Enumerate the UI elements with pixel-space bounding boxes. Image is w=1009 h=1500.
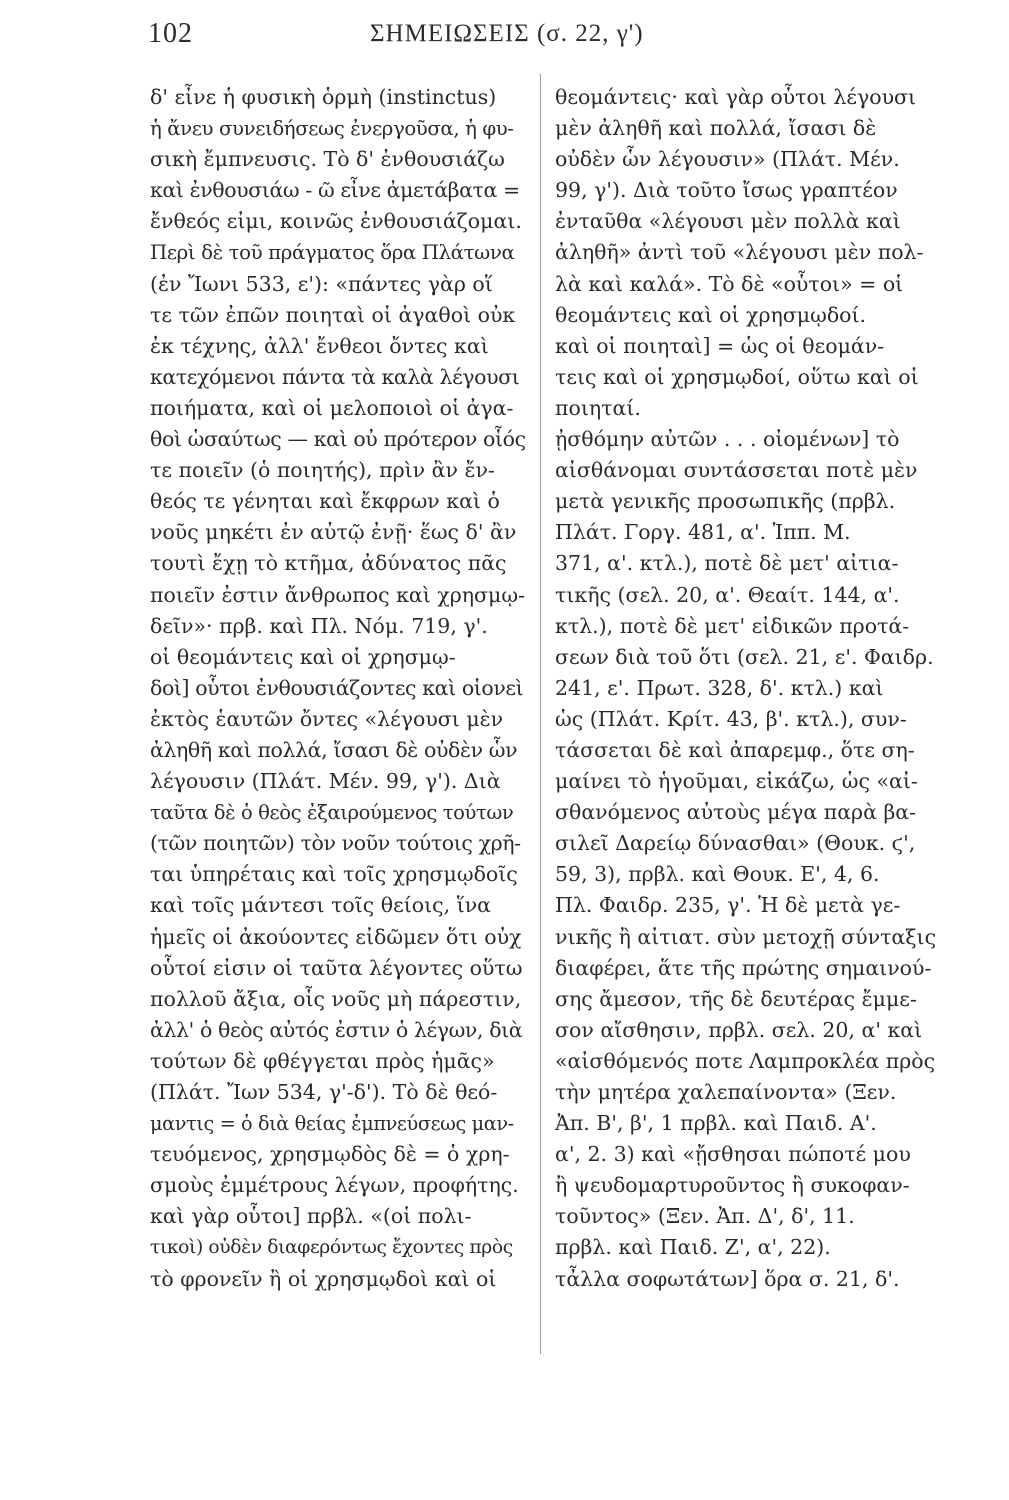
text-line: οἱ θεομάντεις καὶ οἱ χρησμῳ- — [150, 644, 456, 669]
text-line: (τῶν ποιητῶν) τὸν νοῦν τούτοις χρῆ- — [150, 831, 521, 856]
text-line: (ἐν Ἴωνι 533, ε'): «πάντες γὰρ οἵ — [150, 271, 493, 296]
text-line: τὴν μητέρα χαλεπαίνοντα» (Ξεν. — [555, 1080, 897, 1104]
text-line: «αἰσθόμενός ποτε Λαμπροκλέα πρὸς — [555, 1048, 936, 1073]
text-line: αἰσθάνομαι συντάσσεται ποτὲ μὲν — [555, 458, 918, 483]
text-line: οὐδὲν ὧν λέγουσιν» (Πλάτ. Μέν. — [555, 147, 900, 172]
text-line: μὲν ἀληθῆ καὶ πολλά, ἴσασι δὲ — [555, 116, 877, 141]
text-line: σμοὺς ἐμμέτρους λέγων, προφήτης. — [150, 1173, 519, 1198]
text-line: ἢ ψευδομαρτυροῦντος ἢ συκοφαν- — [555, 1173, 910, 1198]
text-line: τικοὶ) οὐδὲν διαφερόντως ἔχοντες πρὸς — [150, 1237, 513, 1259]
text-line: μαίνει τὸ ἡγοῦμαι, εἰκάζω, ὡς «αἰ- — [555, 769, 918, 794]
text-line: ἔνθεός εἰμι, κοινῶς ἐνθουσιάζομαι. — [150, 209, 522, 234]
text-line: ᾐσθόμην αὐτῶν . . . οἰομένων] τὸ — [555, 427, 900, 452]
text-line: οὗτοί εἰσιν οἱ ταῦτα λέγοντες οὕτω — [150, 955, 523, 980]
text-line: Πλάτ. Γοργ. 481, α'. Ἱππ. Μ. — [555, 520, 851, 545]
text-line: καὶ οἱ ποιηταὶ] = ὡς οἱ θεομάν- — [555, 333, 885, 358]
text-line: ἡμεῖς οἱ ἀκούοντες εἰδῶμεν ὅτι οὐχ — [150, 924, 522, 949]
page-number: 102 — [148, 18, 193, 49]
left-column — [150, 82, 528, 1295]
text-line: σιλεῖ Δαρείῳ δύνασθαι» (Θουκ. ϛ', — [555, 831, 916, 856]
text-line: τἆλλα σοφωτάτων] ὅρα σ. 21, δ'. — [555, 1266, 900, 1291]
text-line: διαφέρει, ἅτε τῆς πρώτης σημαινού- — [555, 955, 932, 980]
text-line: 59, 3), πρβλ. καὶ Θουκ. Ε', 4, 6. — [555, 862, 880, 887]
text-line: ἐκτὸς ἑαυτῶν ὄντες «λέγουσι μὲν — [150, 706, 504, 731]
text-line: σης ἄμεσον, τῆς δὲ δευτέρας ἔμμε- — [555, 986, 917, 1011]
text-line: καὶ ἐνθουσιάω - ῶ εἶνε ἀμετάβατα = — [150, 178, 520, 203]
text-line: μαντις = ὁ διὰ θείας ἐμπνεύσεως μαν- — [150, 1112, 514, 1136]
text-line: τε ποιεῖν (ὁ ποιητής), πρὶν ἂν ἔν- — [150, 458, 495, 483]
page-header — [148, 14, 968, 54]
text-line: θεός τε γένηται καὶ ἔκφρων καὶ ὁ — [150, 489, 500, 514]
text-line: ἡ ἄνευ συνειδήσεως ἐνεργοῦσα, ἡ φυ- — [150, 117, 514, 141]
text-line: (Πλάτ. Ἴων 534, γ'-δ'). Τὸ δὲ θεό- — [150, 1080, 498, 1104]
text-line: θοὶ ὡσαύτως — καὶ οὐ πρότερον οἷός — [150, 427, 526, 452]
text-line: τε τῶν ἐπῶν ποιηταὶ οἱ ἀγαθοὶ οὐκ — [150, 302, 516, 327]
text-line: 371, α'. κτλ.), ποτὲ δὲ μετ' αἰτια- — [555, 551, 899, 576]
text-line: ἐκ τέχνης, ἀλλ' ἔνθεοι ὄντες καὶ — [150, 333, 489, 358]
text-line: ται ὑπηρέταις καὶ τοῖς χρησμῳδοῖς — [150, 862, 518, 887]
text-line: 241, ε'. Πρωτ. 328, δ'. κτλ.) καὶ — [555, 675, 884, 700]
right-column — [555, 82, 963, 1295]
text-line: ποιήματα, καὶ οἱ μελοποιοὶ οἱ ἀγα- — [150, 395, 514, 420]
text-line: Περὶ δὲ τοῦ πράγματος ὅρα Πλάτωνα — [150, 241, 515, 265]
text-line: Ἀπ. Β', β', 1 πρβλ. καὶ Παιδ. Α'. — [555, 1111, 877, 1136]
text-line: σικὴ ἔμπνευσις. Τὸ δ' ἐνθουσιάζω — [150, 147, 505, 172]
text-line: κτλ.), ποτὲ δὲ μετ' εἰδικῶν προτά- — [555, 613, 910, 638]
text-line: κατεχόμενοι πάντα τὰ καλὰ λέγουσι — [150, 364, 520, 389]
text-line: τοῦντος» (Ξεν. Ἀπ. Δ', δ', 11. — [555, 1204, 855, 1229]
text-line: σον αἴσθησιν, πρβλ. σελ. 20, α' καὶ — [555, 1017, 923, 1042]
text-line: νοῦς μηκέτι ἐν αὐτῷ ἐνῇ· ἕως δ' ἂν — [150, 520, 517, 545]
text-line: Πλ. Φαιδρ. 235, γ'. Ἡ δὲ μετὰ γε- — [555, 893, 901, 918]
text-line: ποιεῖν ἐστιν ἄνθρωπος καὶ χρησμῳ- — [150, 582, 525, 607]
text-line: ὡς (Πλάτ. Κρίτ. 43, β'. κτλ.), συν- — [555, 706, 907, 731]
text-line: θεομάντεις καὶ οἱ χρησμῳδοί. — [555, 302, 867, 327]
text-line: δεῖν»· πρβ. καὶ Πλ. Νόμ. 719, γ'. — [150, 613, 488, 638]
text-line: θεομάντεις· καὶ γὰρ οὗτοι λέγουσι — [555, 85, 917, 109]
text-line: καὶ τοῖς μάντεσι τοῖς θείοις, ἵνα — [150, 893, 492, 918]
text-line: δοὶ] οὗτοι ἐνθουσιάζοντες καὶ οἱονεὶ — [150, 675, 524, 700]
text-line: σθανόμενος αὐτοὺς μέγα παρὰ βα- — [555, 800, 917, 825]
text-line: λέγουσιν (Πλάτ. Μέν. 99, γ'). Διὰ — [150, 769, 501, 794]
text-line: σεων διὰ τοῦ ὅτι (σελ. 21, ε'. Φαιδρ. — [555, 644, 934, 669]
text-line: ποιηταί. — [555, 395, 641, 420]
text-line: α', 2. 3) καὶ «ᾔσθησαι πώποτέ μου — [555, 1142, 911, 1167]
text-line: τουτὶ ἔχῃ τὸ κτῆμα, ἀδύνατος πᾶς — [150, 551, 507, 576]
text-line: ἀλλ' ὁ θεὸς αὐτός ἐστιν ὁ λέγων, διὰ — [150, 1017, 523, 1042]
text-line: νικῆς ἢ αἰτιατ. σὺν μετοχῇ σύνταξις — [555, 924, 937, 949]
text-line: 99, γ'). Διὰ τοῦτο ἴσως γραπτέον — [555, 178, 898, 203]
text-line: τούτων δὲ φθέγγεται πρὸς ἡμᾶς» — [150, 1048, 495, 1073]
text-line: τάσσεται δὲ καὶ ἀπαρεμφ., ὅτε ση- — [555, 737, 915, 762]
running-head: ΣΗΜΕΙΩΣΕΙΣ (σ. 22, γ') — [370, 20, 644, 47]
text-line: πρβλ. καὶ Παιδ. Ζ', α', 22). — [555, 1235, 831, 1260]
text-line: τευόμενος, χρησμῳδὸς δὲ = ὁ χρη- — [150, 1142, 510, 1167]
text-line: ἀληθῆ» ἀντὶ τοῦ «λέγουσι μὲν πολ- — [555, 240, 924, 265]
text-line: ἐνταῦθα «λέγουσι μὲν πολλὰ καὶ — [555, 209, 901, 234]
text-line: λὰ καὶ καλά». Τὸ δὲ «οὗτοι» = οἱ — [555, 271, 904, 296]
text-line: ταῦτα δὲ ὁ θεὸς ἐξαιρούμενος τούτων — [150, 801, 514, 825]
text-line: τὸ φρονεῖν ἢ οἱ χρησμῳδοὶ καὶ οἱ — [150, 1266, 497, 1291]
text-line: δ' εἶνε ἡ φυσικὴ ὁρμὴ (instinctus) — [150, 85, 497, 109]
text-line: καὶ γὰρ οὗτοι] πρβλ. «(οἱ πολι- — [150, 1204, 472, 1229]
text-line: μετὰ γενικῆς προσωπικῆς (πρβλ. — [555, 489, 896, 514]
text-line: τικῆς (σελ. 20, α'. Θεαίτ. 144, α'. — [555, 582, 900, 607]
column-divider — [540, 74, 541, 1354]
text-line: ἀληθῆ καὶ πολλά, ἴσασι δὲ οὐδὲν ὧν — [150, 737, 518, 762]
text-line: πολλοῦ ἄξια, οἷς νοῦς μὴ πάρεστιν, — [150, 986, 522, 1011]
text-line: τεις καὶ οἱ χρησμῳδοί, οὕτω καὶ οἱ — [555, 364, 919, 389]
